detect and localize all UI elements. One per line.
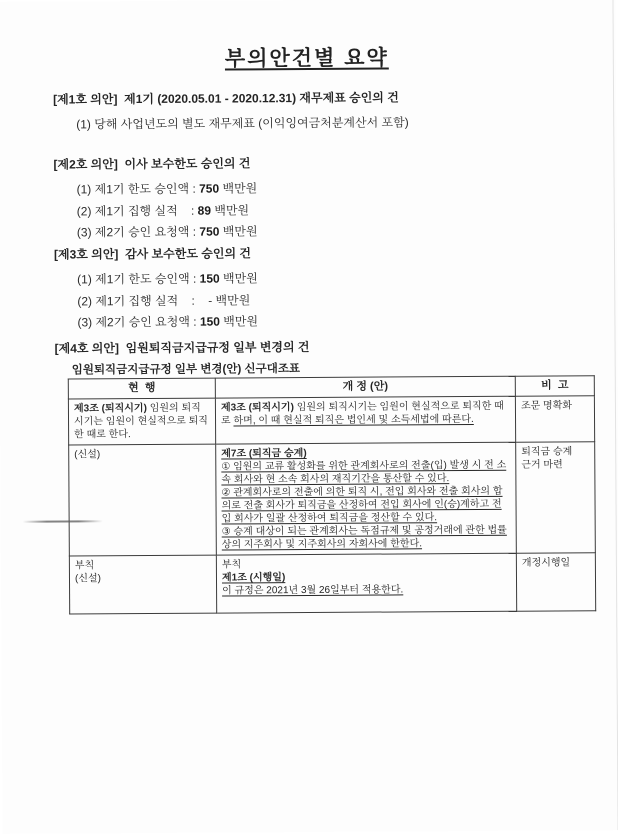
item-value: 750 <box>199 225 219 239</box>
agenda-1-items <box>76 111 596 136</box>
clause-1: ① 임원의 교류 활성화를 위한 관계회사로의 전출(입) 발생 시 전 소속 회사와 현 소속 회사의 재직기간을 통산할 수 있다. <box>221 459 510 487</box>
cell-note-1: 조문 명확화 <box>515 396 594 442</box>
column-header-revised: 개 정 (안) <box>215 376 515 398</box>
item-value: 150 <box>200 272 220 286</box>
item-unit: 백만원 <box>220 314 258 328</box>
cell-current-article3 <box>68 398 215 445</box>
item-unit: 백만원 <box>219 224 257 238</box>
comparison-table-caption: 임원퇴직금지급규정 일부 변경(안) 신구대조표 <box>72 360 300 377</box>
item-text: (1) 제1기 한도 승인액 : <box>77 182 200 197</box>
old-new-comparison-table <box>68 375 596 614</box>
list-item <box>77 266 597 291</box>
list-item <box>76 111 596 136</box>
item-text: (1) 제1기 한도 승인액 : <box>77 272 200 287</box>
revised-underlined-text: 하며, 이 때 현실적 퇴직은 법인세 및 소득세법에 따른다. <box>233 414 473 426</box>
agenda-section-4 <box>55 338 598 356</box>
cell-revised-article3 <box>215 396 515 444</box>
item-text: (3) 제2기 승인 요청액 : <box>77 315 200 330</box>
item-unit: 백만원 <box>219 181 257 195</box>
item-text: (2) 제1기 집행 실적 : <box>77 203 198 218</box>
cell-note-3: 개정시행일 <box>516 553 595 611</box>
item-value: 89 <box>198 203 211 217</box>
addendum-effective-text: 이 규정은 2021년 3월 26일부터 적용한다. <box>222 583 511 598</box>
agenda-4-heading: [제4호 의안] 임원퇴직금지급규정 일부 변경의 건 <box>55 338 598 356</box>
addendum-label: 부칙 <box>222 557 511 572</box>
cell-current-addendum <box>69 555 216 614</box>
cell-note-2: 퇴직금 승계 근거 마련 <box>516 442 596 553</box>
list-item <box>77 219 597 244</box>
article-body: 임원의 퇴직시기는 임원이 현실적으로 퇴직한 때로 <box>221 401 504 427</box>
list-item <box>77 198 597 223</box>
list-item <box>77 176 597 201</box>
article-title: 제7조 (퇴직금 승계) <box>221 446 510 461</box>
agenda-section-3 <box>54 244 598 334</box>
column-header-note: 비 고 <box>515 376 594 396</box>
clause-3: ③ 승계 대상이 되는 관계회사는 독점규제 및 공정거래에 관한 법률상의 지주회사 및 지주회사의 자회사에 한한다. <box>222 524 511 552</box>
cell-revised-article7 <box>216 442 517 555</box>
item-text: (3) 제2기 승인 요청액 : <box>77 225 200 240</box>
agenda-section-1 <box>53 89 596 136</box>
agenda-2-heading: [제2호 의안] 이사 보수한도 승인의 건 <box>53 154 596 172</box>
agenda-section-2 <box>53 154 597 244</box>
article-title: 제3조 (퇴직시기) <box>74 403 147 414</box>
item-value: 150 <box>200 315 220 329</box>
item-unit: 백만원 <box>220 271 258 285</box>
table-row <box>69 553 595 614</box>
scan-edge-line <box>612 0 618 830</box>
addendum-label: 부칙 <box>75 559 211 573</box>
cell-revised-addendum <box>216 553 516 613</box>
article-title: 제3조 (퇴직시기) <box>221 402 294 413</box>
item-unit: 백만원 <box>211 203 249 217</box>
clause-2: ② 관계회사로의 전출에 의한 퇴직 시, 전입 회사와 전출 회사의 합의로 전출 회사가 퇴직금을 산정하여 전입 회사에 인(승)계하고 전입 회사가 일괄 산정하여 퇴직금을 정산할 수 있다. <box>221 485 510 526</box>
agenda-3-items <box>77 266 597 334</box>
column-header-current: 현 행 <box>68 378 215 399</box>
table-row <box>68 396 594 445</box>
cell-current-new: (신설) <box>69 444 217 556</box>
addendum-article: 제1조 (시행일) <box>222 570 511 585</box>
item-text: (1) 당해 사업년도의 별도 재무제표 (이익잉여금처분계산서 포함) <box>76 115 409 131</box>
agenda-3-heading: [제3호 의안] 감사 보수한도 승인의 건 <box>54 244 597 262</box>
item-value: 750 <box>199 182 219 196</box>
addendum-status: (신설) <box>75 572 211 586</box>
list-item <box>77 288 597 313</box>
item-text: (2) 제1기 집행 실적 : - 백만원 <box>77 293 250 308</box>
list-item <box>77 309 597 334</box>
article-body: 임원의 퇴직시기는 임원이 현실적으로 퇴직한 때로 한다. <box>74 403 208 441</box>
page-title: 부의안건별 요약 <box>0 40 616 74</box>
table-row <box>69 442 596 556</box>
agenda-2-items <box>77 176 597 244</box>
agenda-1-heading: [제1호 의안] 제1기 (2020.05.01 - 2020.12.31) 재무제표 승인의 건 <box>53 89 596 107</box>
